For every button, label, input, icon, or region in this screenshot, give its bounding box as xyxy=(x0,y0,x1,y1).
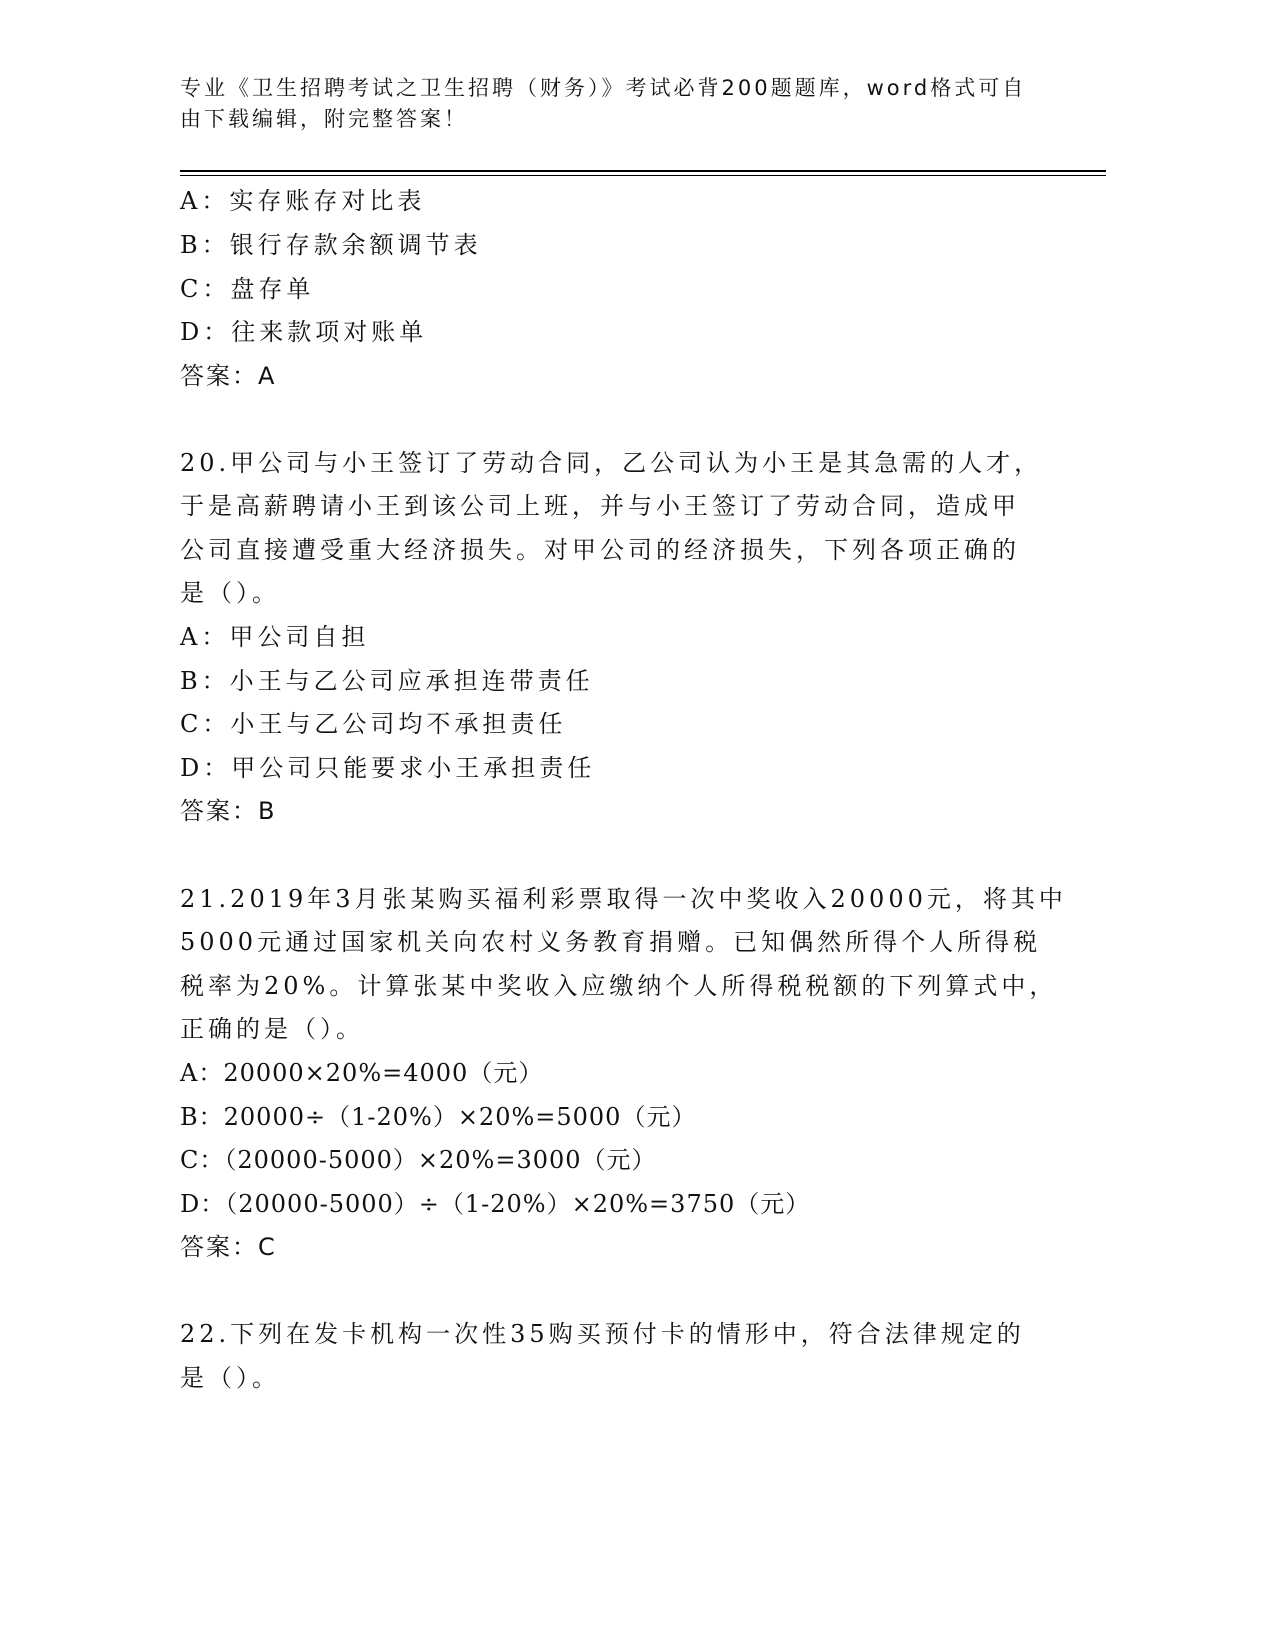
header-divider-thin xyxy=(180,175,1106,176)
option-b: B：小王与乙公司应承担连带责任 xyxy=(180,667,594,695)
question-text: 公司直接遭受重大经济损失。对甲公司的经济损失，下列各项正确的 xyxy=(180,536,1020,564)
option-d: D：甲公司只能要求小王承担责任 xyxy=(180,754,596,782)
question-text: 税率为20%。计算张某中奖收入应缴纳个人所得税税额的下列算式中， xyxy=(180,972,1058,1000)
option-a: A：实存账存对比表 xyxy=(180,187,426,215)
option-d: D：（20000-5000）÷（1-20%）×20%=3750（元） xyxy=(180,1190,811,1218)
option-b: B：银行存款余额调节表 xyxy=(180,231,482,259)
question-text: 于是高薪聘请小王到该公司上班，并与小王签订了劳动合同，造成甲 xyxy=(180,492,1020,520)
option-a: A：甲公司自担 xyxy=(180,623,370,651)
question-text: 是（）。 xyxy=(180,1364,280,1392)
question-text: 是（）。 xyxy=(180,579,280,607)
question-text: 22.下列在发卡机构一次性35购买预付卡的情形中，符合法律规定的 xyxy=(180,1320,1025,1348)
question-text: 5000元通过国家机关向农村义务教育捐赠。已知偶然所得个人所得税 xyxy=(180,928,1042,956)
answer: 答案：C xyxy=(180,1233,277,1261)
answer: 答案：A xyxy=(180,362,277,390)
header-line: 专业《卫生招聘考试之卫生招聘（财务）》考试必背200题题库，word格式可自 xyxy=(180,76,1027,100)
option-c: C：小王与乙公司均不承担责任 xyxy=(180,710,567,738)
question-text: 21.2019年3月张某购买福利彩票取得一次中奖收入20000元，将其中 xyxy=(180,885,1067,913)
option-c: C：盘存单 xyxy=(180,275,315,303)
question-text: 正确的是（）。 xyxy=(180,1015,364,1043)
header-line: 由下载编辑，附完整答案！ xyxy=(180,107,468,131)
option-c: C：（20000-5000）×20%=3000（元） xyxy=(180,1146,657,1174)
option-d: D：往来款项对账单 xyxy=(180,318,428,346)
option-b: B：20000÷（1-20%）×20%=5000（元） xyxy=(180,1103,697,1131)
answer: 答案：B xyxy=(180,797,277,825)
header-divider xyxy=(180,170,1106,172)
question-text: 20.甲公司与小王签订了劳动合同，乙公司认为小王是其急需的人才， xyxy=(180,449,1043,477)
option-a: A：20000×20%=4000（元） xyxy=(180,1059,544,1087)
